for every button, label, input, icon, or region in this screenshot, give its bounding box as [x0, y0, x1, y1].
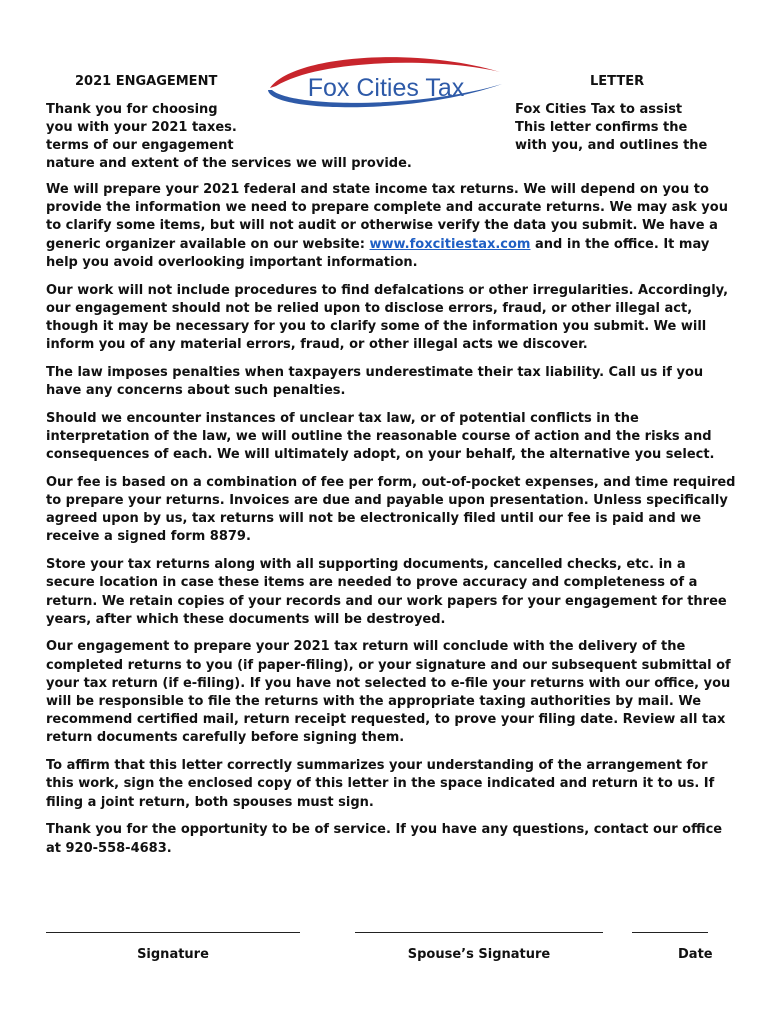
signature-line[interactable] [46, 932, 300, 933]
paragraph-conclusion: Our engagement to prepare your 2021 tax return will conclude with the delivery of the completed returns to you (if paper-filing), or your signature and our subsequent submittal of your tax return (if e-filing). If you have not selected to e-file your returns with our office, you will be responsible to file the returns with the appropriate taxing authorities by mail. We recommend certified mail, return receipt requested, to prove your filing date. Review all tax return documents carefully before signing them. [46, 639, 731, 746]
signature-label: Signature [137, 947, 209, 962]
paragraph-organizer [46, 181, 736, 272]
header-left-title: 2021 ENGAGEMENT [75, 74, 218, 89]
paragraph-records: Store your tax returns along with all supporting documents, cancelled checks, etc. in a secure location in case these items are needed to prove accuracy and completeness of a return. We retain copies of your records and our work papers for your engagement for three years, after which these documents will be destroyed. [46, 557, 727, 627]
spouse-signature-label: Spouse’s Signature [407, 947, 551, 962]
intro-right-line: This letter confirms the [515, 120, 688, 135]
paragraph-fee: Our fee is based on a combination of fee per form, out-of-pocket expenses, and time required to prepare your returns. Invoices are due and payable upon presentation. Unless specifically agreed upon by us, tax returns will not be electronically filed until our fee is paid and we receive a signed form 8879. [46, 474, 736, 545]
website-link[interactable]: www.foxcitiestax.com [369, 236, 531, 252]
paragraph-affirm: To affirm that this letter correctly summarizes your understanding of the arrangement for this work, sign the enclosed copy of this letter in the space indicated and return it to us. If filing a joint return, both spouses must sign. [46, 758, 715, 810]
date-label: Date [678, 947, 713, 962]
intro-left-line: nature and extent of the services we will provide. [46, 156, 412, 171]
paragraph-irregularities: Our work will not include procedures to find defalcations or other irregularities. Accordingly, our engagement should not be relied upon to disclose errors, fraud, or other illegal act, though it may be necessary for you to clarify some of the information you submit. We will inform you of any material errors, fraud, or other illegal acts we discover. [46, 282, 729, 353]
intro-left-line: Thank you for choosing [46, 102, 218, 117]
date-line[interactable] [632, 932, 708, 933]
intro-right-column [515, 101, 745, 155]
paragraph-penalties: The law imposes penalties when taxpayers underestimate their tax liability. Call us if you have any concerns about such penalties. [46, 364, 704, 399]
paragraph-thanks: Thank you for the opportunity to be of service. If you have any questions, contact our office at 920-558-4683. [46, 822, 723, 856]
paragraph-unclear-law: Should we encounter instances of unclear tax law, or of potential conflicts in the interpretation of the law, we will outline the reasonable course of action and the risks and consequences of each. We will ultimately adopt, on your behalf, the alternative you select. [46, 410, 715, 463]
intro-left-column [46, 101, 486, 173]
logo-text: Fox Cities Tax [307, 74, 465, 102]
intro-right-line: Fox Cities Tax to assist [515, 102, 683, 117]
intro-left-line: you with your 2021 taxes. [46, 120, 237, 135]
paragraph-text: We will prepare your 2021 federal and state income tax returns. We will depend on you to provide the information we need to prepare complete and accurate returns. We may ask you to clarify some items, but will not audit or otherwise verify the data you submit. We have a generic organizer available on our website: [46, 182, 728, 252]
intro-left-line: terms of our engagement [46, 138, 234, 153]
header-right-title: LETTER [590, 74, 645, 89]
paragraph-text: and in the office. It may help you avoid overlooking important information. [46, 236, 710, 270]
spouse-signature-line[interactable] [355, 932, 603, 933]
letter-body [46, 181, 736, 867]
intro-right-line: with you, and outlines the [515, 138, 708, 153]
